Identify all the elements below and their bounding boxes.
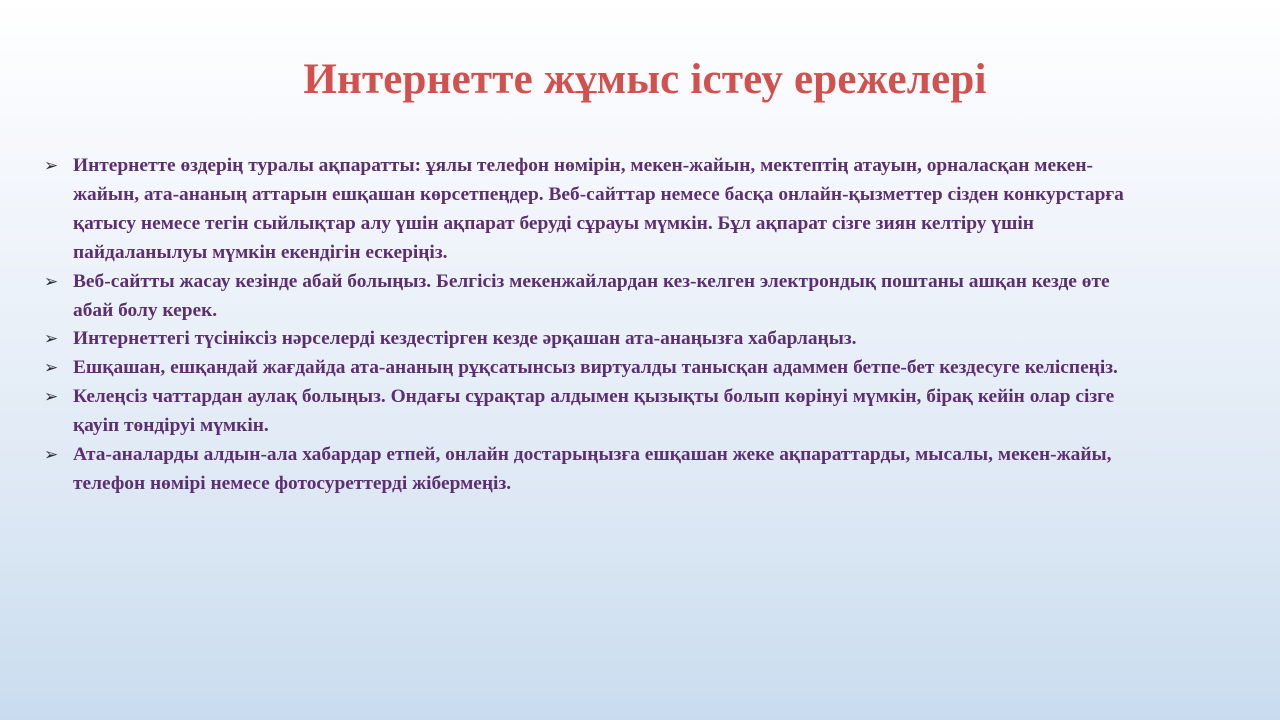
bullet-text: Келеңсіз чаттардан аулақ болыңыз. Ондағы сұрақтар алдымен қызықты болып көрінуі мүмкін, бірақ кейін олар сізге қауіп төндіруі мүмкін.	[73, 386, 1115, 437]
arrow-bullet-icon: ➢	[44, 445, 59, 466]
arrow-bullet-icon: ➢	[44, 156, 59, 176]
arrow-bullet-icon: ➢	[44, 329, 59, 350]
bullet-text: Ешқашан, ешқандай жағдайда ата-ананың рұқсатынсыз виртуалды танысқан адаммен бетпе-бет кездесуге келіспеңіз.	[73, 357, 1118, 379]
bullet-text: Интернетте өздерің туралы ақпаратты: ұялы телефон нөмірін, мекен-жайын, мектептің атауын, орналасқан мекен-жайын, ата-ананың аттарын ешқашан көрсетпеңдер. Веб-сайттар немесе басқа онлайн-қызметтер сізден конкурстарға қатысу немесе тегін сыйлықтар алу үшін ақпарат беруді сұрауы мүмкін. Бұл ақпарат сізге зиян келтіру үшін пайдаланылуы мүмкін екендігін ескеріңіз.	[73, 155, 1124, 263]
bullet-list	[44, 152, 1154, 499]
bullet-item	[44, 325, 1154, 354]
bullet-item	[44, 152, 1154, 268]
bullet-item	[44, 383, 1154, 441]
arrow-bullet-icon: ➢	[44, 271, 59, 292]
bullet-text: Интернеттегі түсініксіз нәрселерді кездестірген кезде әрқашан ата-анаңызға хабарлаңыз.	[73, 328, 857, 350]
arrow-bullet-icon: ➢	[44, 358, 59, 379]
slide-title: Интернетте жұмыс істеу ережелері	[303, 56, 987, 103]
bullet-item	[44, 268, 1154, 326]
bullet-item	[44, 441, 1154, 499]
bullet-text: Ата-аналарды алдын-ала хабардар етпей, онлайн достарыңызға ешқашан жеке ақпараттарды, мысалы, мекен-жайы, телефон нөмірі немесе фотосуреттерді жібермеңіз.	[73, 444, 1112, 494]
bullet-text: Веб-сайтты жасау кезінде абай болыңыз. Белгісіз мекенжайлардан кез-келген электрондық поштаны ашқан кезде өте абай болу керек.	[73, 270, 1110, 321]
bullet-item	[44, 354, 1154, 383]
arrow-bullet-icon: ➢	[44, 387, 59, 408]
